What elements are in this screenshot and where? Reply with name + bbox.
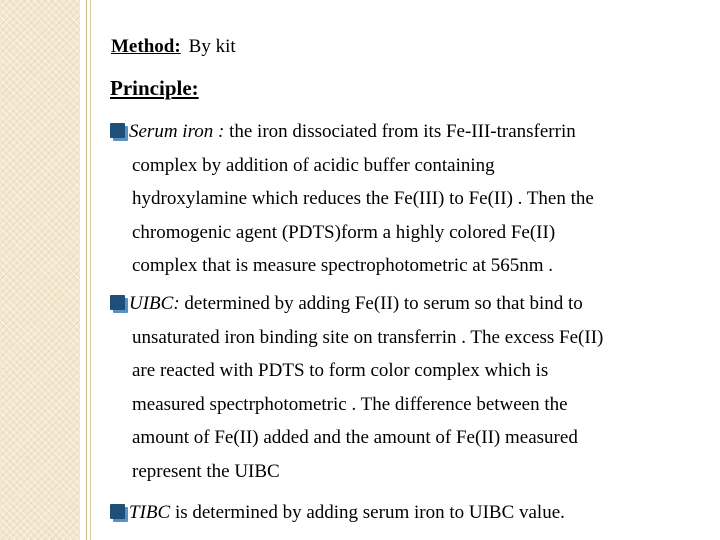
bullet-text: hydroxylamine which reduces the Fe(III) to Fe(II) . Then the bbox=[132, 188, 594, 210]
q-bullet-icon bbox=[110, 504, 125, 519]
bullet-text: complex that is measure spectrophotometric at 565nm . bbox=[132, 255, 554, 277]
bullet-first-line bbox=[110, 287, 710, 321]
bullet-tibc bbox=[110, 496, 710, 530]
method-line bbox=[111, 34, 236, 60]
decorative-vertical-line bbox=[90, 0, 91, 540]
bullet-text: are reacted with PDTS to form color complex which is bbox=[132, 360, 549, 382]
bullet-uibc bbox=[110, 287, 710, 489]
bullet-text: complex by addition of acidic buffer containing bbox=[132, 154, 495, 176]
principle-heading: Principle: bbox=[110, 76, 199, 100]
bullet-text: measured spectrphotometric . The difference between the bbox=[132, 393, 568, 415]
bullet-first-line bbox=[110, 496, 710, 530]
method-value: By kit bbox=[188, 36, 236, 57]
bullet-first-line bbox=[110, 115, 710, 149]
bullet-text: chromogenic agent (PDTS)form a highly colored Fe(II) bbox=[132, 221, 556, 243]
q-bullet-icon bbox=[110, 123, 125, 138]
bullet-term: UIBC: bbox=[129, 293, 180, 314]
decorative-side-band bbox=[0, 0, 80, 540]
bullet-term: Serum iron : bbox=[129, 121, 225, 142]
bullet-serum-iron bbox=[110, 115, 710, 283]
bullet-text: determined by adding Fe(II) to serum so that bind to bbox=[184, 293, 583, 314]
bullet-text: represent the UIBC bbox=[132, 460, 280, 482]
bullet-text: the iron dissociated from its Fe-III-transferrin bbox=[229, 121, 576, 142]
q-bullet-icon bbox=[110, 295, 125, 310]
bullet-text: is determined by adding serum iron to UIBC value. bbox=[174, 502, 565, 523]
decorative-vertical-line bbox=[86, 0, 87, 540]
method-label: Method: bbox=[111, 36, 181, 57]
bullet-text: amount of Fe(II) added and the amount of Fe(II) measured bbox=[132, 427, 578, 449]
bullet-term: TIBC bbox=[129, 502, 171, 523]
bullet-text: unsaturated iron binding site on transferrin . The excess Fe(II) bbox=[132, 326, 604, 348]
